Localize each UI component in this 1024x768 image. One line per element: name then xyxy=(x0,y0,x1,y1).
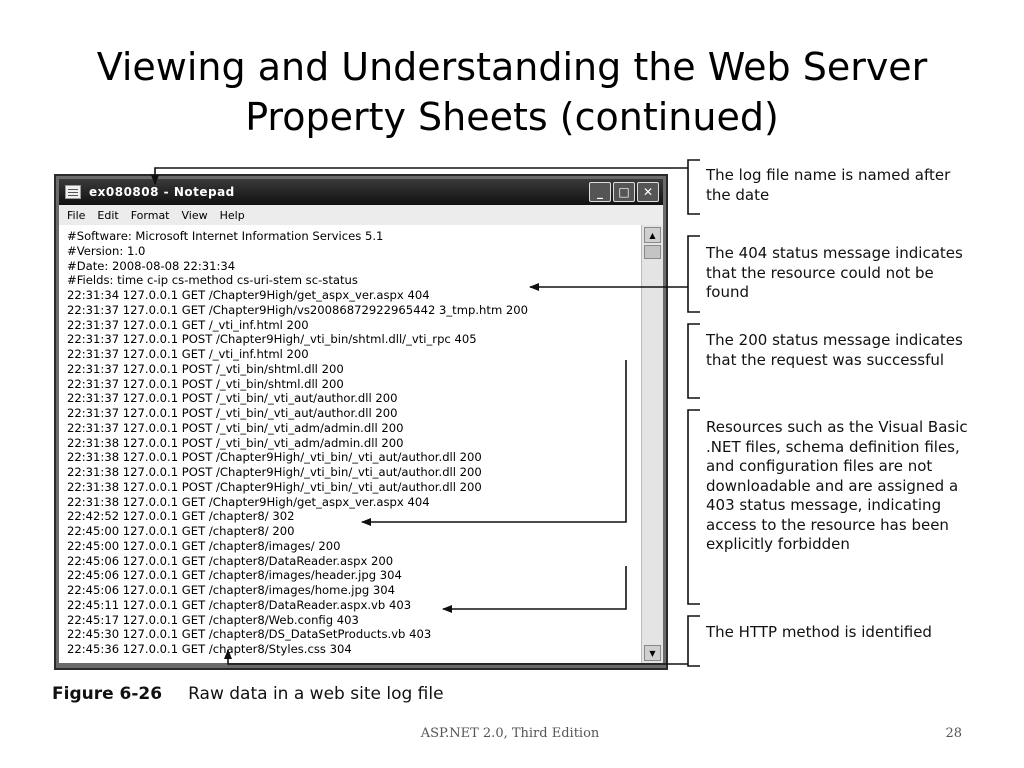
bracket-1 xyxy=(688,160,700,214)
callout-404: The 404 status message indicates that the resource could not be found xyxy=(706,244,963,301)
notepad-app-icon xyxy=(65,185,81,199)
bracket-2 xyxy=(688,236,700,312)
notepad-titlebar[interactable] xyxy=(59,179,663,205)
callout-200: The 200 status message indicates that the request was successful xyxy=(706,331,963,369)
callout-http-method: The HTTP method is identified xyxy=(706,623,932,641)
notepad-text-area[interactable] xyxy=(59,225,663,663)
scroll-up-arrow-icon[interactable]: ▲ xyxy=(644,227,661,243)
footer-book-title: ASP.NET 2.0, Third Edition xyxy=(420,726,600,741)
figure-number: Figure 6-26 xyxy=(52,684,163,704)
bracket-5 xyxy=(688,616,700,666)
log-file-text[interactable]: #Software: Microsoft Internet Information Services 5.1 #Version: 1.0 #Date: 2008-08-08 22:31:34 #Fields: time c-ip cs-method cs-uri-stem sc-status 22:31:34 127.0.0.1 GET /Chapter9High/get_aspx_ver.aspx 404 22:31:37 127.0.0.1 GET /Chapter9High/vs20086872922965442 3_tmp.htm 200 22:31:37 127.0.0.1 GET /_vti_inf.html 200 22:31:37 127.0.0.1 POST /Chapter9High/_vti_bin/shtml.dll/_vti_rpc 405 22:31:37 127.0.0.1 GET /_vti_inf.html 200 22:31:37 127.0.0.1 POST /_vti_bin/shtml.dll 200 22:31:37 127.0.0.1 POST /_vti_bin/shtml.dll 200 22:31:37 127.0.0.1 POST /_vti_bin/_vti_aut/author.dll 200 22:31:37 127.0.0.1 POST /_vti_bin/_vti_aut/author.dll 200 22:31:37 127.0.0.1 POST /_vti_bin/_vti_adm/admin.dll 200 22:31:38 127.0.0.1 POST /_vti_bin/_vti_adm/admin.dll 200 22:31:38 127.0.0.1 POST /Chapter9High/_vti_bin/_vti_aut/author.dll 200 22:31:38 127.0.0.1 POST /Chapter9High/_vti_bin/_vti_aut/author.dll 200 22:31:38 127.0.0.1 POST /Chapter9High/_vti_bin/_vti_aut/author.dll 200 22:31:38 127.0.0.1 GET /Chapter9High/get_aspx_ver.aspx 404 22:42:52 127.0.0.1 GET /chapter8/ 302 22:45:00 127.0.0.1 GET /chapter8/ 200 22:45:00 127.0.0.1 GET /chapter8/images/ 200 22:45:06 127.0.0.1 GET /chapter8/DataReader.aspx 200 22:45:06 127.0.0.1 GET /chapter8/images/header.jpg 304 22:45:06 127.0.0.1 GET /chapter8/images/home.jpg 304 22:45:11 127.0.0.1 GET /chapter8/DataReader.aspx.vb 403 22:45:17 127.0.0.1 GET /chapter8/Web.config 403 22:45:30 127.0.0.1 GET /chapter8/DS_DataSetProducts.vb 403 22:45:36 127.0.0.1 GET /chapter8/Styles.css 304 xyxy=(67,229,529,656)
figure-caption xyxy=(52,684,444,704)
menu-file[interactable]: File xyxy=(67,208,86,222)
scroll-down-arrow-icon[interactable]: ▼ xyxy=(644,645,661,661)
bracket-3 xyxy=(688,324,700,398)
slide-title: Viewing and Understanding the Web Server Property Sheets (continued) xyxy=(96,45,928,139)
maximize-button[interactable]: □ xyxy=(613,182,635,202)
vertical-scrollbar[interactable] xyxy=(641,225,663,663)
callout-403: Resources such as the Visual Basic .NET files, schema definition files, and configuration files are not downloadable and are assigned a 403 status message, indicating access to the resource has been explicitly forbidden xyxy=(706,418,968,553)
bracket-4 xyxy=(688,410,700,604)
menu-view[interactable]: View xyxy=(181,208,208,222)
close-button[interactable]: ✕ xyxy=(637,182,659,202)
notepad-title: ex080808 - Notepad xyxy=(89,185,235,199)
menu-edit[interactable]: Edit xyxy=(97,208,119,222)
scroll-thumb[interactable] xyxy=(644,245,661,259)
menu-format[interactable]: Format xyxy=(130,208,170,222)
callout-log-name: The log file name is named after the date xyxy=(706,166,951,204)
notepad-window xyxy=(54,174,668,670)
menu-help[interactable]: Help xyxy=(219,208,245,222)
minimize-button[interactable]: _ xyxy=(589,182,611,202)
notepad-menubar xyxy=(59,205,663,225)
footer-page-number: 28 xyxy=(945,726,962,741)
window-controls xyxy=(589,182,659,202)
figure-caption-text: Raw data in a web site log file xyxy=(188,684,444,704)
